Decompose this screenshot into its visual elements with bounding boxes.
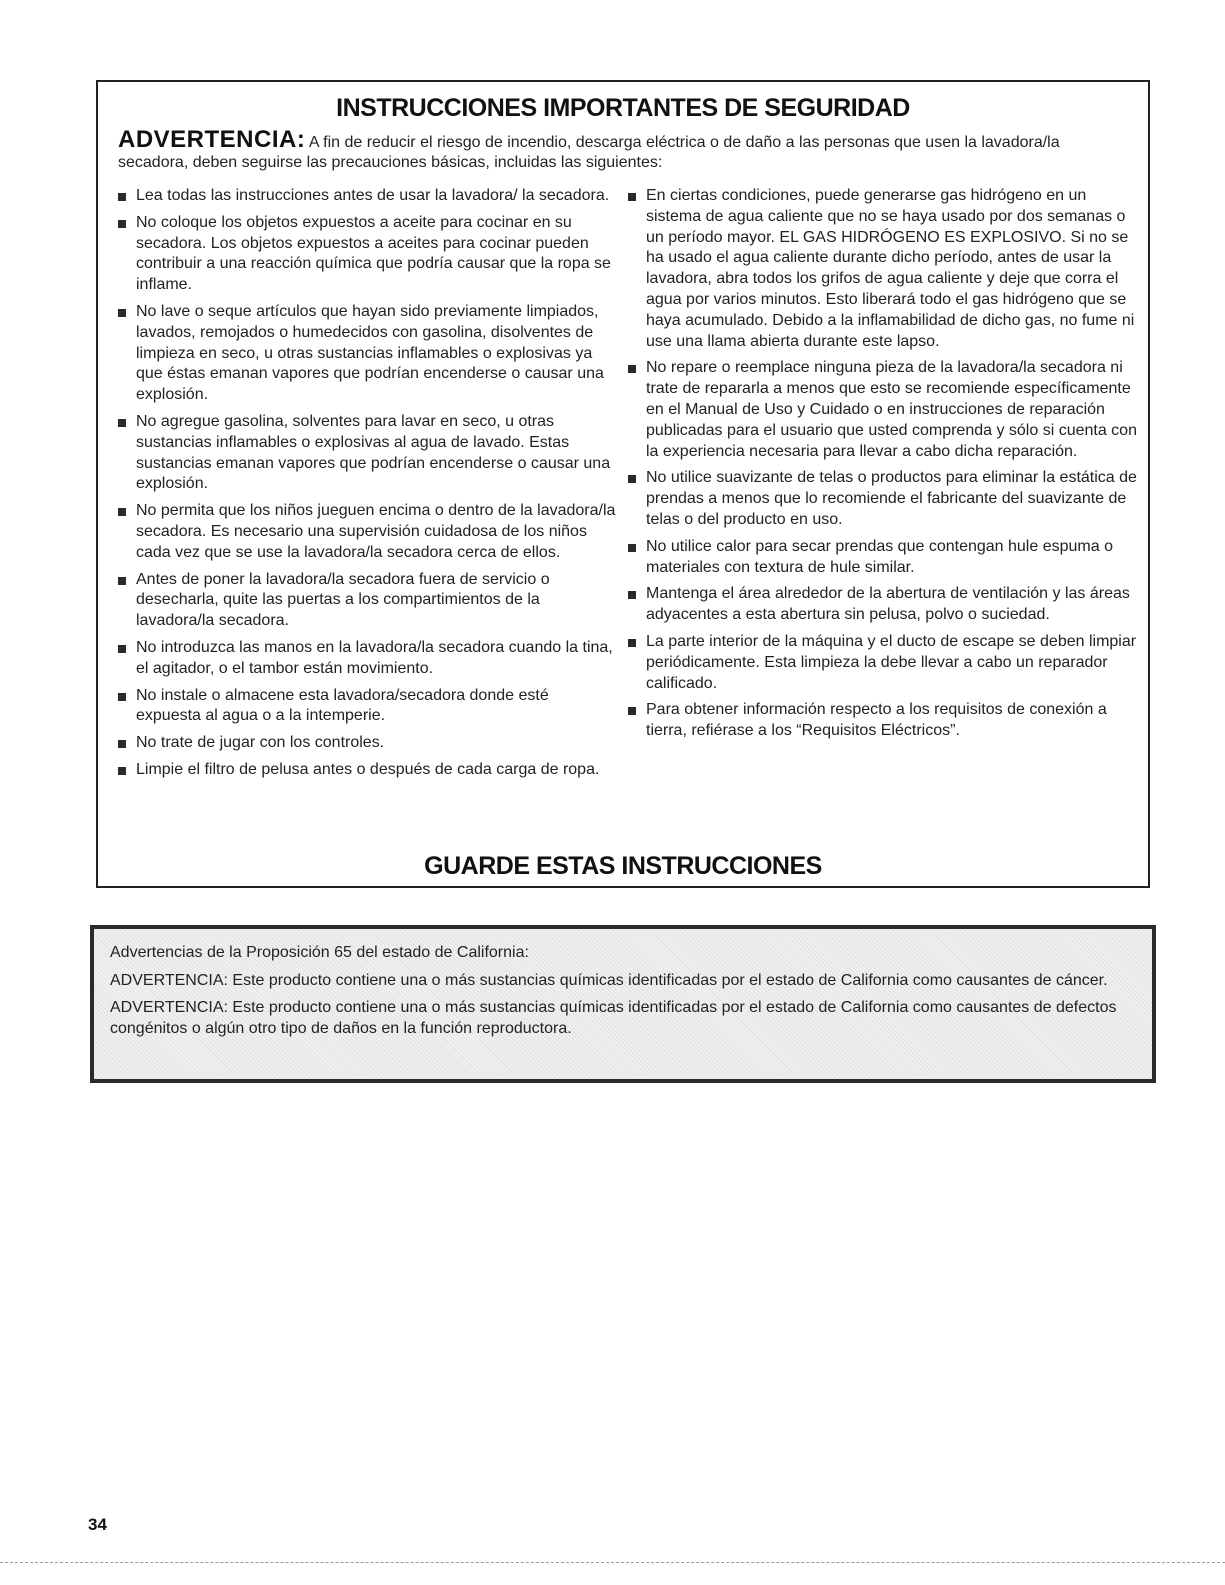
list-item xyxy=(628,186,1138,352)
left-column xyxy=(118,186,618,787)
list-item xyxy=(118,302,618,406)
list-item-text: Mantenga el área alrededor de la abertura de ventilación y las áreas adyacentes a esta abertura sin pelusa, polvo o suciedad. xyxy=(646,585,1130,624)
square-bullet-icon xyxy=(118,645,126,653)
list-item xyxy=(628,584,1138,626)
list-item xyxy=(118,760,618,781)
square-bullet-icon xyxy=(118,693,126,701)
square-bullet-icon xyxy=(118,577,126,585)
square-bullet-icon xyxy=(628,365,636,373)
list-item-text: En ciertas condiciones, puede generarse gas hidrógeno en un sistema de agua caliente que no se haya usado por dos semanas o un período mayor. EL GAS HIDRÓGENO ES EXPLOSIVO. Si no se ha usado el agua caliente durante dicho período, antes de usar la lavadora, abra todos los grifos de agua caliente y deje que corra el agua por varios minutos. Esto liberará todo el gas hidrógeno que se haya acumulado. Debido a la inflamabilidad de dicho gas, no fume ni use una llama abierta durante este lapso. xyxy=(646,187,1135,350)
list-item xyxy=(118,213,618,296)
warning-intro-text: A fin de reducir el riesgo de incendio, descarga eléctrica o de daño a las personas que usen la lavadora/la secadora, deben seguirse las precauciones básicas, incluidas las siguientes: xyxy=(118,134,1060,171)
prop65-warning-reproductive: ADVERTENCIA: Este producto contiene una o más sustancias químicas identificadas por el estado de California como causantes de defectos congénitos o algún otro tipo de daños en la función reproductora. xyxy=(110,999,1117,1037)
safety-title: INSTRUCCIONES IMPORTANTES DE SEGURIDAD xyxy=(336,94,910,122)
list-item xyxy=(118,501,618,563)
square-bullet-icon xyxy=(118,508,126,516)
list-item xyxy=(628,358,1138,462)
right-bullet-list xyxy=(628,186,1138,742)
prop65-heading: Advertencias de la Proposición 65 del estado de California: xyxy=(110,944,529,961)
list-item-text: La parte interior de la máquina y el ducto de escape se deben limpiar periódicamente. Esta limpieza la debe llevar a cabo un reparador calificado. xyxy=(646,632,1137,692)
square-bullet-icon xyxy=(628,544,636,552)
list-item-text: No utilice calor para secar prendas que contengan hule espuma o materiales con textura de hule similar. xyxy=(646,537,1113,576)
square-bullet-icon xyxy=(118,193,126,201)
list-item-text: No coloque los objetos expuestos a aceite para cocinar en su secadora. Los objetos expuestos a aceites para cocinar pueden contribuir a una reacción química que podría causar que la ropa se inflame. xyxy=(136,213,611,294)
right-column xyxy=(628,186,1138,748)
square-bullet-icon xyxy=(118,740,126,748)
list-item xyxy=(118,686,618,728)
warning-word: ADVERTENCIA: xyxy=(118,126,306,153)
list-item-text: No introduzca las manos en la lavadora/la secadora cuando la tina, el agitador, o el tambor están movimiento. xyxy=(136,638,613,677)
square-bullet-icon xyxy=(118,309,126,317)
list-item-text: Lea todas las instrucciones antes de usar la lavadora/ la secadora. xyxy=(136,187,610,204)
prop65-warning-box xyxy=(90,925,1156,1083)
square-bullet-icon xyxy=(118,220,126,228)
list-item-text: Antes de poner la lavadora/la secadora fuera de servicio o desecharla, quite las puertas a los compartimientos de la lavadora/la secadora. xyxy=(136,570,550,630)
page-number: 34 xyxy=(88,1515,107,1534)
list-item xyxy=(118,412,618,495)
square-bullet-icon xyxy=(628,591,636,599)
list-item xyxy=(628,632,1138,694)
square-bullet-icon xyxy=(628,475,636,483)
bottom-rule xyxy=(0,1562,1225,1564)
list-item xyxy=(118,638,618,680)
list-item-text: No repare o reemplace ninguna pieza de la lavadora/la secadora ni trate de repararla a menos que esto se recomiende específicamente en el Manual de Uso y Cuidado o en instrucciones de reparación publicadas para el usuario que usted comprenda y sólo si cuenta con la experiencia necesaria para llevar a cabo dicha reparación. xyxy=(646,359,1137,460)
list-item-text: Para obtener información respecto a los requisitos de conexión a tierra, refiérase a los “Requisitos Eléctricos”. xyxy=(646,701,1107,740)
warning-intro xyxy=(118,126,1128,173)
list-item-text: No trate de jugar con los controles. xyxy=(136,734,385,752)
save-instructions-title: GUARDE ESTAS INSTRUCCIONES xyxy=(424,852,822,880)
list-item-text: No utilice suavizante de telas o productos para eliminar la estática de prendas a menos que lo recomiende el fabricante del suavizante de telas o del producto en uso. xyxy=(646,469,1137,528)
list-item xyxy=(118,733,618,754)
prop65-warning-cancer: ADVERTENCIA: Este producto contiene una o más sustancias químicas identificadas por el estado de California como causantes de cáncer. xyxy=(110,971,1108,989)
prop65-content xyxy=(110,943,1130,1046)
square-bullet-icon xyxy=(118,419,126,427)
list-item-text: No instale o almacene esta lavadora/secadora donde esté expuesta al agua o a la intemperie. xyxy=(136,686,549,725)
list-item xyxy=(628,537,1138,579)
list-item-text: No lave o seque artículos que hayan sido previamente limpiados, lavados, remojados o humedecidos con gasolina, disolventes de limpieza en seco, u otras sustancias inflamables o explosivas ya que éstas emanan vapores que podrían encenderse o causar una explosión. xyxy=(136,302,604,404)
list-item-text: No agregue gasolina, solventes para lavar en seco, u otras sustancias inflamables o explosivas al agua de lavado. Estas sustancias emanan vapores que podrían encenderse o causar una explosión. xyxy=(136,412,611,493)
square-bullet-icon xyxy=(118,767,126,775)
safety-instructions-box xyxy=(96,80,1150,888)
list-item-text: No permita que los niños jueguen encima o dentro de la lavadora/la secadora. Es necesario una supervisión cuidadosa de los niños cada vez que se use la lavadora/la secadora cerca de ellos. xyxy=(136,502,616,561)
list-item-text: Limpie el filtro de pelusa antes o después de cada carga de ropa. xyxy=(136,760,600,778)
square-bullet-icon xyxy=(628,639,636,647)
square-bullet-icon xyxy=(628,707,636,715)
list-item xyxy=(118,186,618,207)
list-item xyxy=(118,570,618,632)
list-item xyxy=(628,468,1138,530)
left-bullet-list xyxy=(118,186,618,781)
square-bullet-icon xyxy=(628,193,636,201)
list-item xyxy=(628,700,1138,742)
